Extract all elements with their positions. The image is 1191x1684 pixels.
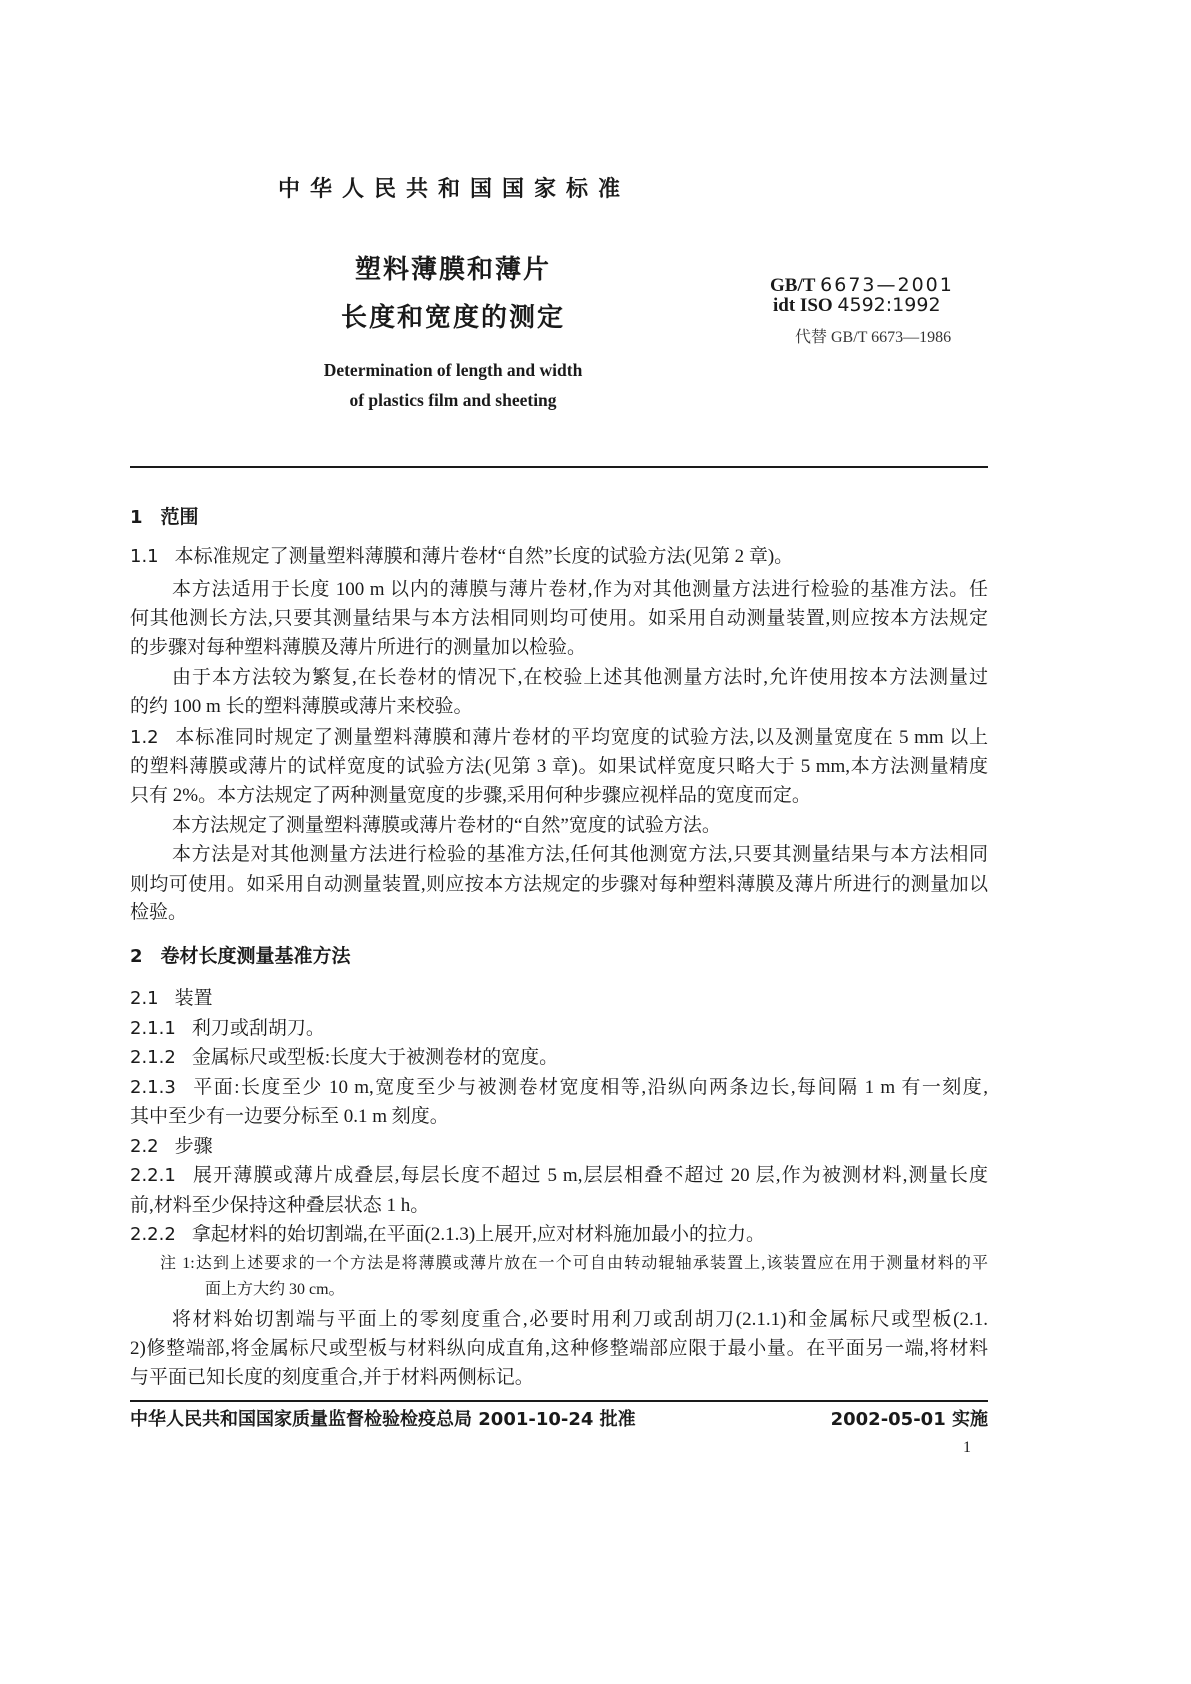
paragraph-line: 前,材料至少保持这种叠层状态 1 h。 xyxy=(130,1195,430,1216)
effective-date: 2002-05-01 实施 xyxy=(830,1409,988,1430)
paragraph-line: 将材料始切割端与平面上的零刻度重合,必要时用利刀或刮胡刀(2.1.1)和金属标尺或型板(2.1. xyxy=(172,1309,988,1330)
clause-title: 装置 xyxy=(174,988,213,1009)
paragraph-line: 的约 100 m 长的塑料薄膜或薄片来校验。 xyxy=(130,696,473,717)
clause-text: 本标准同时规定了测量塑料薄膜和薄片卷材的平均宽度的试验方法,以及测量宽度在 5 mm 以上 xyxy=(174,727,988,748)
clause-text: 拿起材料的始切割端,在平面(2.1.3)上展开,应对材料施加最小的拉力。 xyxy=(191,1224,765,1245)
approval-statement: 中华人民共和国国家质量监督检验检疫总局 2001-10-24 批准 xyxy=(130,1409,636,1430)
clause-2-1-3 xyxy=(130,1073,988,1103)
clause-number: 2.1.2 xyxy=(130,1047,176,1068)
clause-1-2 xyxy=(130,723,988,753)
paragraph-line: 的步骤对每种塑料薄膜及薄片所进行的测量加以检验。 xyxy=(130,637,587,658)
paragraph-line: 2)修整端部,将金属标尺或型板与材料纵向成直角,这种修整端部应限于最小量。在平面另一端,将材料 xyxy=(130,1338,988,1359)
paragraph-line: 由于本方法较为繁复,在长卷材的情况下,在校验上述其他测量方法时,允许使用按本方法测量过 xyxy=(172,667,988,688)
clause-1-1 xyxy=(130,542,988,572)
section-number: 2 xyxy=(130,946,143,967)
title-zh-line-1: 塑料薄膜和薄片 xyxy=(354,255,551,285)
standard-code-prefix: GB/T xyxy=(770,275,816,296)
paragraph-line: 检验。 xyxy=(130,902,188,923)
section-title: 卷材长度测量基准方法 xyxy=(160,945,351,967)
clause-text: 利刀或刮胡刀。 xyxy=(191,1018,325,1039)
clause-number: 2.1.1 xyxy=(130,1018,176,1039)
replaces-code: 代替 GB/T 6673—1986 xyxy=(795,329,952,346)
title-en-line-1: Determination of length and width xyxy=(323,360,583,380)
national-standard-header: 中华人民共和国国家标准 xyxy=(278,177,631,202)
clause-2-1-1 xyxy=(130,1014,988,1044)
footer-divider xyxy=(130,1400,988,1402)
clause-2-2 xyxy=(130,1132,988,1162)
paragraph-line: 本方法是对其他测量方法进行检验的基准方法,任何其他测宽方法,只要其测量结果与本方法相同 xyxy=(172,844,988,865)
section-heading-2 xyxy=(130,941,988,971)
clause-number: 1.1 xyxy=(130,546,159,567)
clause-2-2-2 xyxy=(130,1220,988,1250)
clause-text: 展开薄膜或薄片成叠层,每层长度不超过 5 m,层层相叠不超过 20 层,作为被测材料,测量长度 xyxy=(191,1165,988,1186)
paragraph-line: 本方法适用于长度 100 m 以内的薄膜与薄片卷材,作为对其他测量方法进行检验的基准方法。任 xyxy=(172,579,988,600)
clause-text: 平面:长度至少 10 m,宽度至少与被测卷材宽度相等,沿纵向两条边长,每间隔 1 m 有一刻度, xyxy=(191,1077,988,1098)
title-zh-line-2: 长度和宽度的测定 xyxy=(340,303,565,333)
clause-2-2-1 xyxy=(130,1161,988,1191)
adoption-prefix: idt ISO xyxy=(773,295,833,316)
clause-number: 1.2 xyxy=(130,727,159,748)
section-title: 范围 xyxy=(160,506,199,528)
paragraph-line: 与平面已知长度的刻度重合,并于材料两侧标记。 xyxy=(130,1367,534,1388)
paragraph-line: 其中至少有一边要分标至 0.1 m 刻度。 xyxy=(130,1106,449,1127)
note-label: 注 1: xyxy=(160,1255,195,1272)
section-number: 1 xyxy=(130,507,143,528)
clause-number: 2.2.2 xyxy=(130,1224,176,1245)
clause-title: 步骤 xyxy=(174,1136,213,1157)
paragraph-line: 的塑料薄膜或薄片的试样宽度的试验方法(见第 3 章)。如果试样宽度只略大于 5 mm,本方法测量精度 xyxy=(130,756,988,777)
clause-2-1-2 xyxy=(130,1043,988,1073)
adoption-number: 4592:1992 xyxy=(837,294,941,316)
clause-number: 2.1 xyxy=(130,988,159,1009)
paragraph-line: 则均可使用。如采用自动测量装置,则应按本方法规定的步骤对每种塑料薄膜及薄片所进行的测量加以 xyxy=(130,874,988,895)
clause-2-1 xyxy=(130,984,988,1014)
clause-text: 金属标尺或型板:长度大于被测卷材的宽度。 xyxy=(191,1047,559,1068)
paragraph-line: 何其他测长方法,只要其测量结果与本方法相同则均可使用。如采用自动测量装置,则应按本方法规定 xyxy=(130,608,988,629)
note-line: 面上方大约 30 cm。 xyxy=(205,1281,345,1298)
section-heading-1 xyxy=(130,502,988,532)
adoption-code xyxy=(773,294,941,317)
paragraph-line: 本方法规定了测量塑料薄膜或薄片卷材的“自然”宽度的试验方法。 xyxy=(172,815,721,836)
note-text: 达到上述要求的一个方法是将薄膜或薄片放在一个可自由转动辊轴承装置上,该装置应在用于测量材料的平 xyxy=(194,1255,988,1272)
standard-code-number: 6673—2001 xyxy=(820,274,954,296)
clause-text: 本标准规定了测量塑料薄膜和薄片卷材“自然”长度的试验方法(见第 2 章)。 xyxy=(174,546,794,567)
clause-number: 2.2 xyxy=(130,1136,159,1157)
clause-number: 2.2.1 xyxy=(130,1165,176,1186)
clause-number: 2.1.3 xyxy=(130,1077,176,1098)
header-divider xyxy=(130,466,988,468)
title-en-line-2: of plastics film and sheeting xyxy=(349,390,557,410)
page-number: 1 xyxy=(963,1439,971,1456)
paragraph-line: 只有 2%。本方法规定了两种测量宽度的步骤,采用何种步骤应视样品的宽度而定。 xyxy=(130,785,811,806)
